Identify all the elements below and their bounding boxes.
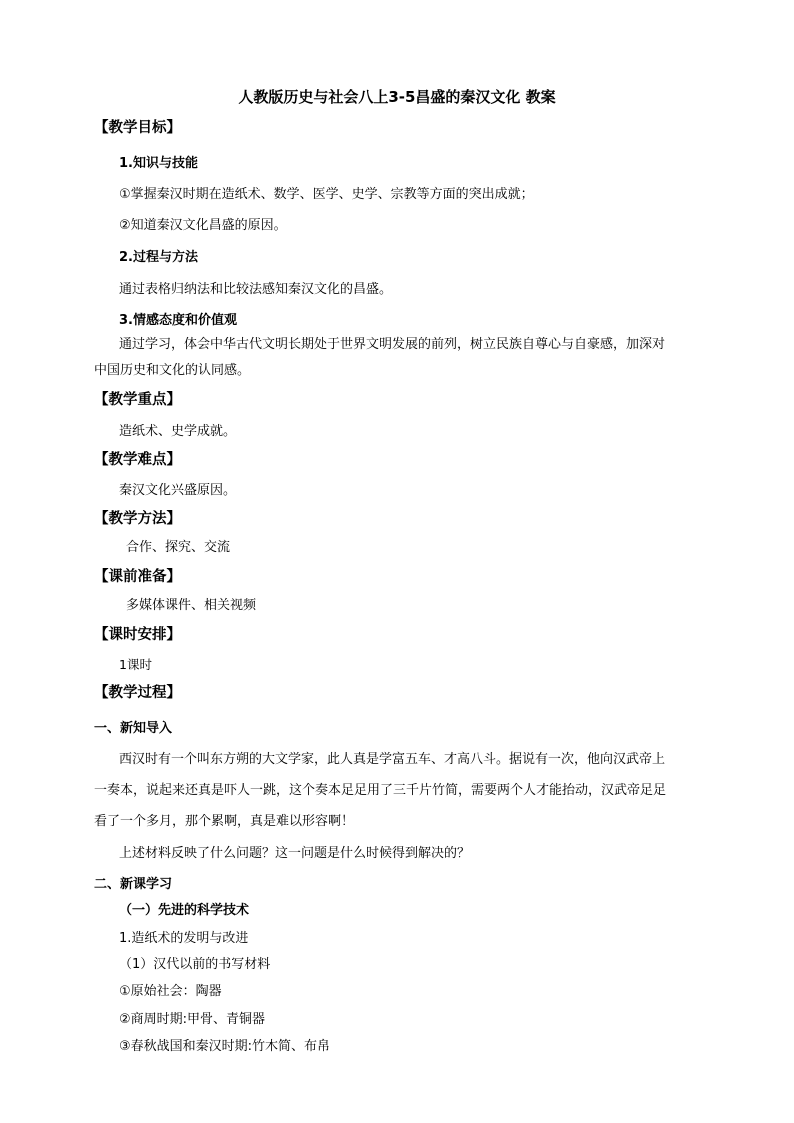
section-heading-process: 【教学过程】 <box>94 685 181 701</box>
schedule-text: 1课时 <box>119 657 152 672</box>
subheading-science-technology: （一）先进的科学技术 <box>119 903 250 918</box>
item-primitive-society: ①原始社会：陶器 <box>119 984 222 999</box>
item-papermaking: 1.造纸术的发明与改进 <box>119 931 249 946</box>
subheading-process-methods: 2.过程与方法 <box>119 250 198 265</box>
attitudes-text-line-1: 通过学习，体会中华古代文明长期处于世界文明发展的前列，树立民族自尊心与自豪感，加深对 <box>119 337 666 352</box>
item-writing-materials: （1）汉代以前的书写材料 <box>119 957 271 972</box>
subheading-attitudes-values: 3.情感态度和价值观 <box>119 313 237 328</box>
objective-item-1: ①掌握秦汉时期在造纸术、数学、医学、史学、宗教等方面的突出成就； <box>119 187 534 202</box>
introduction-text-line-3: 看了一个多月，那个累啊，真是难以形容啊！ <box>94 814 355 829</box>
section-heading-difficulties: 【教学难点】 <box>94 452 181 468</box>
preparation-text: 多媒体课件、相关视频 <box>126 598 257 613</box>
section-heading-schedule: 【课时安排】 <box>94 627 181 643</box>
difficulties-text: 秦汉文化兴盛原因。 <box>119 483 237 498</box>
section-heading-objectives: 【教学目标】 <box>94 120 181 136</box>
objective-item-2: ②知道秦汉文化昌盛的原因。 <box>119 218 287 233</box>
item-shang-zhou: ②商周时期:甲骨、青铜器 <box>119 1012 266 1027</box>
section-heading-key-points: 【教学重点】 <box>94 392 181 408</box>
item-spring-autumn-qin-han: ③春秋战国和秦汉时期:竹木简、布帛 <box>119 1039 331 1054</box>
part-heading-introduction: 一、新知导入 <box>94 721 173 736</box>
section-heading-methods: 【教学方法】 <box>94 511 181 527</box>
methods-text: 合作、探究、交流 <box>126 540 231 555</box>
key-points-text: 造纸术、史学成就。 <box>119 424 237 439</box>
subheading-knowledge-skills: 1.知识与技能 <box>119 156 198 171</box>
introduction-question: 上述材料反映了什么问题？这一问题是什么时候得到解决的？ <box>119 846 471 861</box>
document-title: 人教版历史与社会八上3-5昌盛的秦汉文化 教案 <box>238 88 556 106</box>
section-heading-preparation: 【课前准备】 <box>94 569 181 585</box>
part-heading-new-lesson: 二、新课学习 <box>94 877 173 892</box>
introduction-text-line-2: 一奏本，说起来还真是吓人一跳，这个奏本足足用了三千片竹简，需要两个人才能抬动，汉武帝足足 <box>94 783 667 798</box>
attitudes-text-line-2: 中国历史和文化的认同感。 <box>94 363 251 378</box>
process-methods-text: 通过表格归纳法和比较法感知秦汉文化的昌盛。 <box>119 282 393 297</box>
introduction-text-line-1: 西汉时有一个叫东方朔的大文学家，此人真是学富五车、才高八斗。据说有一次，他向汉武帝上 <box>119 752 666 767</box>
